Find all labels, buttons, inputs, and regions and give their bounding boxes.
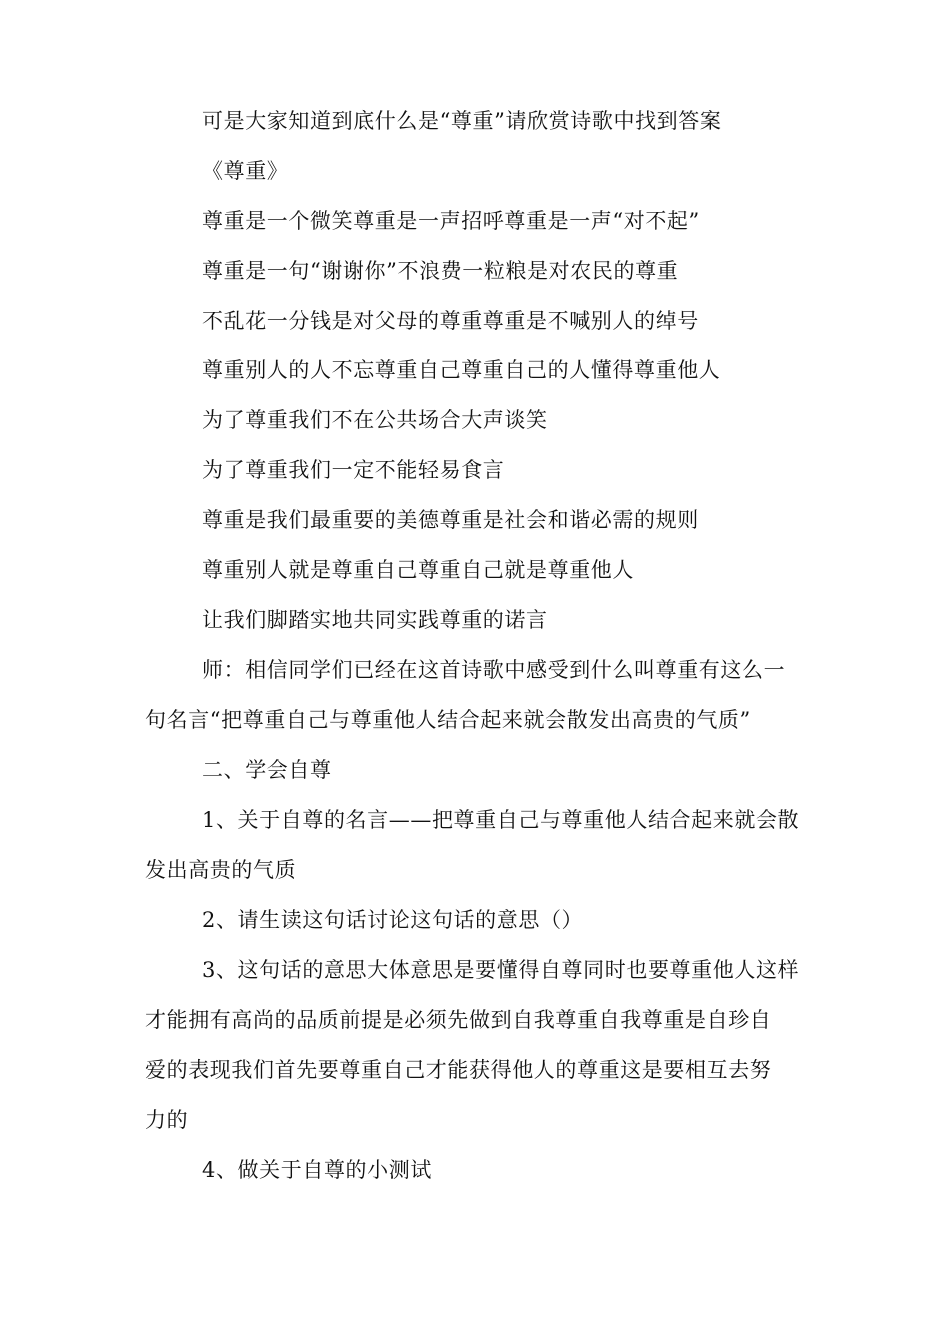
item-3-line-2: 才能拥有高尚的品质前提是必须先做到自我尊重自我尊重是自珍自 xyxy=(145,1008,772,1032)
poem-line-6: 为了尊重我们一定不能轻易食言 xyxy=(202,458,505,482)
item-3-line-1: 3、这句话的意思大体意思是要懂得自尊同时也要尊重他人这样 xyxy=(202,958,800,982)
item-2: 2、请生读这句话讨论这句话的意思（） xyxy=(202,908,584,932)
poem-line-2: 尊重是一句“谢谢你”不浪费一粒粮是对农民的尊重 xyxy=(202,259,679,283)
poem-line-4: 尊重别人的人不忘尊重自己尊重自己的人懂得尊重他人 xyxy=(202,358,721,382)
poem-line-1: 尊重是一个微笑尊重是一声招呼尊重是一声“对不起” xyxy=(202,209,700,233)
text-line-intro: 可是大家知道到底什么是“尊重”请欣赏诗歌中找到答案 xyxy=(202,109,722,133)
poem-line-3: 不乱花一分钱是对父母的尊重尊重是不喊别人的绰号 xyxy=(202,309,699,333)
item-1-line-1: 1、关于自尊的名言——把尊重自己与尊重他人结合起来就会散 xyxy=(202,808,800,832)
poem-title: 《尊重》 xyxy=(202,159,289,183)
poem-line-5: 为了尊重我们不在公共场合大声谈笑 xyxy=(202,408,548,432)
item-3-line-3: 爱的表现我们首先要尊重自己才能获得他人的尊重这是要相互去努 xyxy=(145,1058,772,1082)
poem-line-7: 尊重是我们最重要的美德尊重是社会和谐必需的规则 xyxy=(202,508,699,532)
teacher-paragraph-line-1: 师：相信同学们已经在这首诗歌中感受到什么叫尊重有这么一 xyxy=(202,658,786,682)
item-4: 4、做关于自尊的小测试 xyxy=(202,1158,432,1182)
item-3-line-4: 力的 xyxy=(145,1108,189,1132)
teacher-paragraph-line-2: 句名言“把尊重自己与尊重他人结合起来就会散发出高贵的气质” xyxy=(145,708,751,732)
poem-line-9: 让我们脚踏实地共同实践尊重的诺言 xyxy=(202,608,548,632)
poem-line-8: 尊重别人就是尊重自己尊重自己就是尊重他人 xyxy=(202,558,634,582)
item-1-line-2: 发出高贵的气质 xyxy=(145,858,297,882)
section-heading: 二、学会自尊 xyxy=(202,758,332,782)
